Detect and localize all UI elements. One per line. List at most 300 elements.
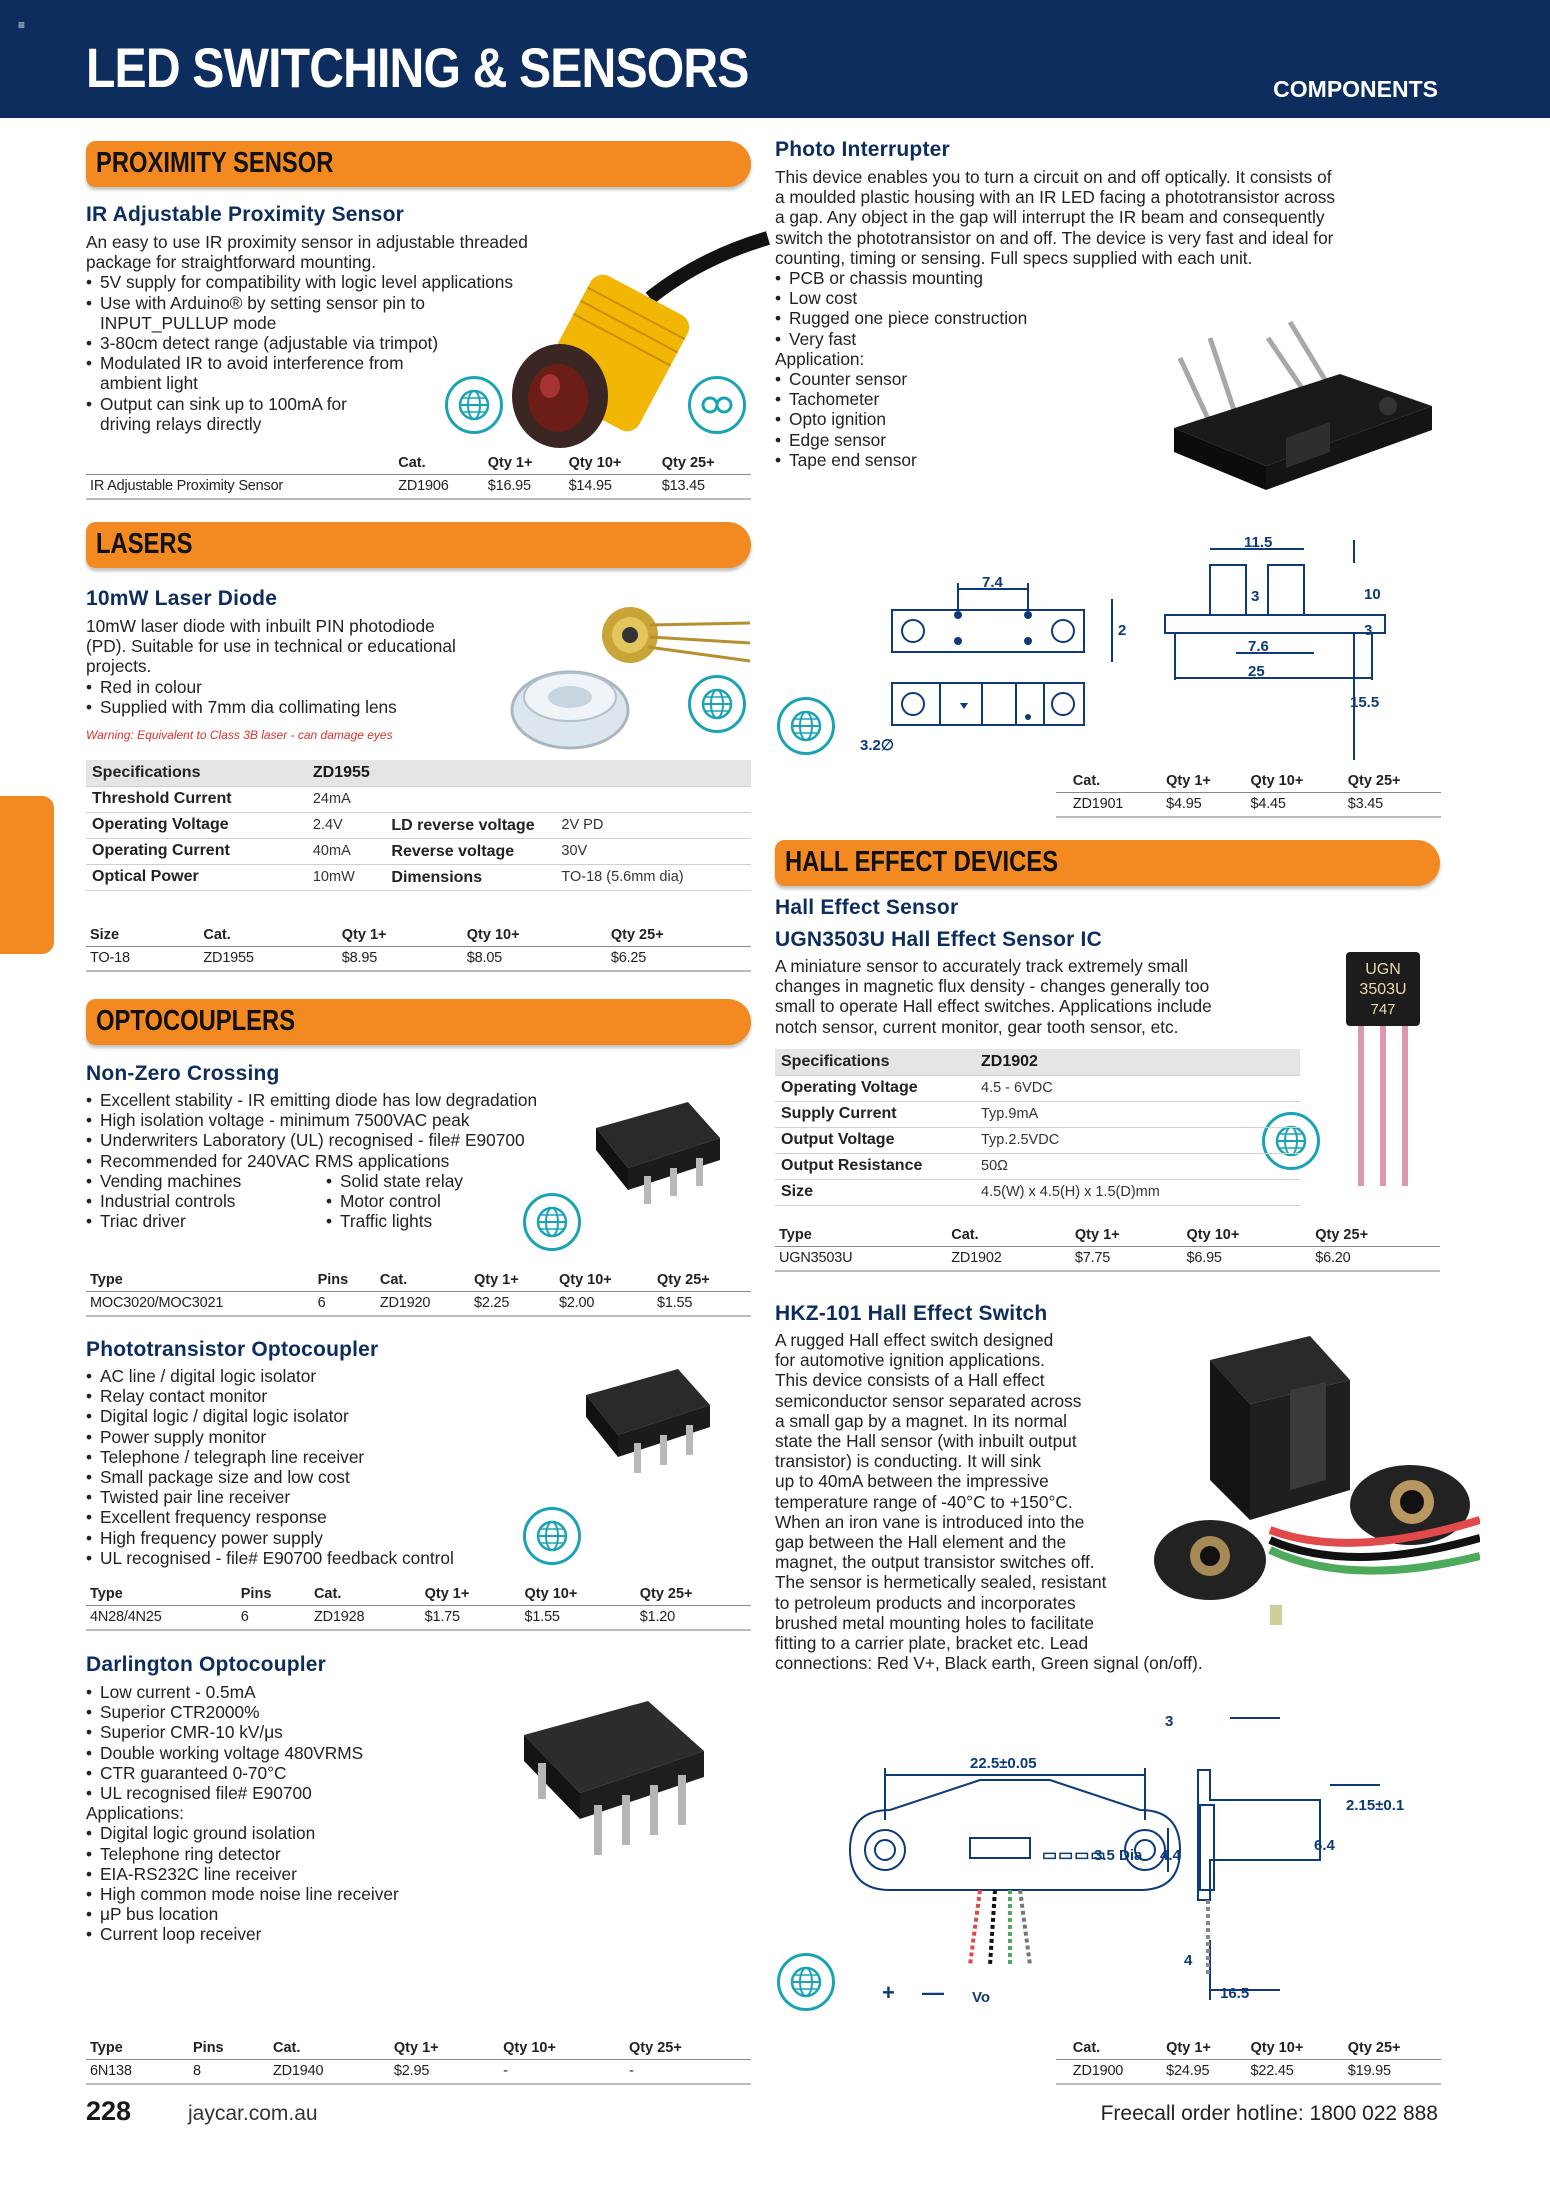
section-header-proximity: PROXIMITY SENSOR <box>86 141 751 187</box>
svg-text:10: 10 <box>1364 586 1381 603</box>
arduino-icon <box>688 376 746 434</box>
table-cell: 6 <box>314 1291 376 1316</box>
hall-subtitle: Hall Effect Sensor <box>775 896 959 919</box>
table-cell: $1.20 <box>636 1605 751 1630</box>
spec-label: Supply Current <box>775 1101 975 1127</box>
table-row <box>775 1246 1440 1271</box>
spec-label: Specifications <box>86 760 307 786</box>
bullet-list <box>86 677 456 717</box>
svg-text:3: 3 <box>1364 622 1373 639</box>
table-cell: 6N138 <box>86 2059 189 2084</box>
table-cell: - <box>625 2059 751 2084</box>
bullet-item: • UL recognised file# E90700 <box>86 1783 399 1803</box>
spec-row <box>775 1179 1300 1205</box>
text-line: switch the phototransistor on and off. The device is very fast and ideal for <box>775 227 1334 248</box>
text-line: An easy to use IR proximity sensor in adjustable threaded <box>86 232 528 252</box>
table-cell: $19.95 <box>1344 2059 1441 2084</box>
table-cell: 4N28/4N25 <box>86 1605 237 1630</box>
table-row <box>86 2059 751 2084</box>
spec-value: Typ.2.5VDC <box>975 1127 1300 1153</box>
hall-switch-image <box>1150 1320 1480 1630</box>
bullet-list <box>86 1682 399 1803</box>
text-line: gap between the Hall element and the <box>775 1532 1067 1553</box>
bullet-item: • Small package size and low cost <box>86 1467 454 1487</box>
optocoupler-chip-image <box>588 1098 728 1213</box>
bullet-item: • Counter sensor <box>775 369 1335 389</box>
column-header: Qty 10+ <box>1250 772 1304 789</box>
spec-value: 4.5(W) x 4.5(H) x 1.5(D)mm <box>975 1179 1300 1205</box>
svg-text:11.5: 11.5 <box>1244 535 1273 551</box>
bullet-item: • Relay contact monitor <box>86 1386 454 1406</box>
table-row <box>1056 792 1441 817</box>
table-cell: $6.25 <box>607 946 751 971</box>
column-header: Cat. <box>398 454 426 471</box>
bullet-item: • Tachometer <box>775 389 1335 409</box>
column-header: Type <box>779 1226 812 1243</box>
price-table-nonzero <box>86 1269 751 1317</box>
column-header: Qty 25+ <box>629 2039 682 2056</box>
column-header: Type <box>90 1271 123 1288</box>
svg-text:15.5: 15.5 <box>1350 694 1380 711</box>
spec-value: ZD1902 <box>975 1049 1300 1075</box>
table-cell: $4.45 <box>1246 792 1343 817</box>
svg-text:4.4: 4.4 <box>1160 1847 1181 1864</box>
text-line: notch sensor, current monitor, gear tooth sensor, etc. <box>775 1016 1179 1037</box>
text-line: projects. <box>86 656 152 677</box>
bullet-item: • Tape end sensor <box>775 450 1335 470</box>
table-row <box>86 1605 751 1630</box>
text-line: connections: Red V+, Black earth, Green signal (on/off). <box>775 1653 1203 1674</box>
column-header <box>1056 770 1069 792</box>
product-desc-hkz101 <box>775 1330 1203 1673</box>
table-cell: ZD1900 <box>1069 2059 1162 2084</box>
bullet-item: • Superior CTR2000% <box>86 1702 399 1722</box>
bullet-item: • 3-80cm detect range (adjustable via trimpot) <box>86 333 528 353</box>
applications-label: Applications: <box>86 1803 184 1824</box>
section-header-hall-effect: HALL EFFECT DEVICES <box>775 840 1440 886</box>
svg-text:3: 3 <box>1165 1713 1174 1730</box>
bullet-item: • Red in colour <box>86 677 456 697</box>
table-cell: $6.20 <box>1311 1246 1440 1271</box>
bullet-item: • High isolation voltage - minimum 7500VAC peak <box>86 1110 537 1130</box>
column-header <box>86 452 394 474</box>
table-cell: $2.25 <box>470 1291 555 1316</box>
svg-text:22.5±0.05: 22.5±0.05 <box>970 1755 1037 1772</box>
column-header: Qty 1+ <box>487 454 533 471</box>
spec-label: Reverse voltage <box>385 838 555 864</box>
table-cell: 6 <box>237 1605 310 1630</box>
hall-switch-dimension-diagram <box>820 1710 1420 2010</box>
table-cell: - <box>499 2059 625 2084</box>
table-cell: MOC3020/MOC3021 <box>86 1291 314 1316</box>
bullet-item: • Twisted pair line receiver <box>86 1487 454 1507</box>
product-title-hkz101: HKZ-101 Hall Effect Switch <box>775 1302 1048 1325</box>
nonzero-applications-2 <box>326 1171 463 1232</box>
bullet-item: • Excellent stability - IR emitting diode has low degradation <box>86 1090 537 1110</box>
bullet-item: • Motor control <box>326 1191 463 1211</box>
text-line: a gap. Any object in the gap will interrupt the IR beam and consequently <box>775 207 1325 228</box>
product-title-ugn3503u: UGN3503U Hall Effect Sensor IC <box>775 928 1102 951</box>
spec-label: Size <box>775 1179 975 1205</box>
darlington-chip-image <box>518 1693 708 1868</box>
bullet-list <box>86 1171 241 1232</box>
bullet-item: • Rugged one piece construction <box>775 308 1335 328</box>
bullet-item: • Use with Arduino® by setting sensor pin to <box>86 293 528 313</box>
spec-label: Dimensions <box>385 864 555 890</box>
bullet-item: • Supplied with 7mm dia collimating lens <box>86 697 456 717</box>
column-header: Qty 10+ <box>568 454 622 471</box>
column-header: Qty 25+ <box>610 926 664 943</box>
bullet-item: • AC line / digital logic isolator <box>86 1366 454 1386</box>
spec-row <box>775 1075 1300 1101</box>
spec-value: 30V <box>555 838 751 864</box>
text-line: semiconductor sensor separated across <box>775 1390 1082 1411</box>
bullet-item: • High frequency power supply <box>86 1528 454 1548</box>
bullet-list <box>326 1171 463 1232</box>
bullet-item: ambient light <box>100 373 198 394</box>
svg-text:25: 25 <box>1248 663 1265 680</box>
side-tab <box>0 796 54 954</box>
bullet-item: • Edge sensor <box>775 430 1335 450</box>
table-cell <box>1056 792 1069 817</box>
column-header: Qty 1+ <box>1074 1226 1120 1243</box>
bullet-item: • UL recognised - file# E90700 feedback control <box>86 1548 454 1568</box>
spec-label: LD reverse voltage <box>385 812 555 838</box>
spec-value: 10mW <box>307 864 386 890</box>
table-row <box>86 1291 751 1316</box>
text-line: brushed metal mounting holes to facilitate <box>775 1612 1094 1633</box>
svg-text:3.2∅: 3.2∅ <box>860 737 894 754</box>
product-desc-phototransistor <box>86 1366 454 1568</box>
price-table-hkz101 <box>1056 2037 1441 2085</box>
table-cell: $22.45 <box>1246 2059 1343 2084</box>
product-title-phototransistor: Phototransistor Optocoupler <box>86 1338 379 1361</box>
bullet-item: • Industrial controls <box>86 1191 241 1211</box>
spec-value: ZD1955 <box>307 760 751 786</box>
table-cell: $16.95 <box>484 474 565 499</box>
column-header: Cat. <box>1072 2039 1101 2056</box>
column-header: Qty 1+ <box>1166 2039 1211 2056</box>
table-cell: $14.95 <box>565 474 658 499</box>
text-line: up to 40mA between the impressive <box>775 1471 1049 1492</box>
section-header-optocouplers: OPTOCOUPLERS <box>86 999 751 1045</box>
bullet-item: • Underwriters Laboratory (UL) recognised - file# E90700 <box>86 1130 537 1150</box>
table-cell: ZD1902 <box>947 1246 1071 1271</box>
column-header: Cat. <box>313 1585 342 1602</box>
column-header: Qty 1+ <box>473 1271 519 1288</box>
spec-value <box>555 786 751 812</box>
text-line: fitting to a carrier plate, bracket etc. Lead <box>775 1633 1089 1654</box>
menu-icon[interactable]: ≡ <box>18 18 26 32</box>
column-header: Cat. <box>379 1271 408 1288</box>
column-header <box>1056 2037 1069 2059</box>
svg-text:16.5: 16.5 <box>1220 1985 1250 2002</box>
column-header: Pins <box>317 1271 349 1288</box>
table-cell <box>1056 2059 1069 2084</box>
column-header: Qty 1+ <box>341 926 387 943</box>
column-header: Qty 10+ <box>1250 2039 1304 2056</box>
optocoupler-chip-image <box>578 1365 718 1485</box>
section-label: COMPONENTS <box>1273 76 1438 102</box>
text-line: A rugged Hall effect switch designed <box>775 1330 1054 1350</box>
bullet-list <box>86 1366 454 1568</box>
column-header: Qty 10+ <box>466 926 520 943</box>
price-table-phototransistor <box>86 1583 751 1631</box>
table-cell: $13.45 <box>658 474 751 499</box>
column-header: Qty 10+ <box>503 2039 556 2056</box>
proximity-sensor-image <box>500 228 770 468</box>
photo-interrupter-image <box>1170 318 1440 508</box>
globe-icon[interactable] <box>523 1507 581 1565</box>
table-cell: $7.75 <box>1071 1246 1183 1271</box>
spec-label: Threshold Current <box>86 786 307 812</box>
spec-label: Operating Current <box>86 838 307 864</box>
bullet-list <box>86 1090 537 1171</box>
spec-label: Operating Voltage <box>86 812 307 838</box>
svg-text:+: + <box>882 1980 895 2005</box>
text-line: This device consists of a Hall effect <box>775 1370 1045 1391</box>
spec-value: 50Ω <box>975 1153 1300 1179</box>
price-table-interrupter <box>1056 770 1441 818</box>
spec-row <box>86 812 751 838</box>
column-header: Cat. <box>272 2039 301 2056</box>
bullet-item: driving relays directly <box>100 413 262 434</box>
table-cell: IR Adjustable Proximity Sensor <box>86 474 394 499</box>
table-cell: $8.95 <box>338 946 463 971</box>
table-row <box>86 474 751 499</box>
svg-text:UGN: UGN <box>1365 961 1401 978</box>
column-header: Qty 1+ <box>393 2039 439 2056</box>
spec-row <box>775 1101 1300 1127</box>
page-header <box>0 0 1550 118</box>
column-header: Pins <box>193 2039 224 2056</box>
table-cell: $1.55 <box>521 1605 636 1630</box>
spec-label: Operating Voltage <box>775 1075 975 1101</box>
bullet-item: • 5V supply for compatibility with logic level applications <box>86 272 528 292</box>
text-line: a small gap by a magnet. In its normal <box>775 1410 1068 1431</box>
page-number: 228 <box>86 2096 132 2126</box>
order-hotline: Freecall order hotline: 1800 022 888 <box>1100 2102 1438 2125</box>
svg-text:4: 4 <box>1184 1952 1193 1969</box>
bullet-item: • Telephone / telegraph line receiver <box>86 1447 454 1467</box>
text-line: for automotive ignition applications. <box>775 1350 1045 1371</box>
bullet-item: • Traffic lights <box>326 1211 463 1231</box>
svg-text:7.4: 7.4 <box>982 574 1003 591</box>
section-header-lasers: LASERS <box>86 522 751 568</box>
bullet-item: • Opto ignition <box>775 409 1335 429</box>
price-table-proximity <box>86 452 751 500</box>
product-title-darlington: Darlington Optocoupler <box>86 1653 327 1676</box>
globe-icon[interactable] <box>445 376 503 434</box>
bullet-item: • Power supply monitor <box>86 1427 454 1447</box>
spec-value: 40mA <box>307 838 386 864</box>
bullet-item: INPUT_PULLUP mode <box>100 312 277 333</box>
spec-label: Output Resistance <box>775 1153 975 1179</box>
bullet-item: • Digital logic ground isolation <box>86 1823 399 1843</box>
bullet-item: • Digital logic / digital logic isolator <box>86 1406 454 1426</box>
spec-table-ugn3503u <box>775 1049 1300 1206</box>
column-header: Type <box>90 2039 123 2056</box>
column-header: Qty 10+ <box>558 1271 612 1288</box>
text-line: counting, timing or sensing. Full specs supplied with each unit. <box>775 247 1253 268</box>
product-desc-ugn3503u <box>775 956 1212 1037</box>
page-title: LED SWITCHING & SENSORS <box>86 36 749 99</box>
nonzero-applications-1 <box>86 1171 241 1232</box>
table-cell: ZD1928 <box>310 1605 421 1630</box>
table-cell: UGN3503U <box>775 1246 947 1271</box>
table-cell: $2.00 <box>555 1291 653 1316</box>
table-row <box>86 946 751 971</box>
column-header: Cat. <box>951 1226 979 1243</box>
column-header: Qty 25+ <box>656 1271 710 1288</box>
bullet-item: • Low current - 0.5mA <box>86 1682 399 1702</box>
column-header: Qty 25+ <box>1315 1226 1369 1243</box>
table-cell: ZD1906 <box>394 474 484 499</box>
bullet-item: • Current loop receiver <box>86 1924 399 1944</box>
bullet-item: • Double working voltage 480VRMS <box>86 1743 399 1763</box>
price-table-darlington <box>86 2037 751 2085</box>
table-cell: $3.45 <box>1344 792 1441 817</box>
bullet-item: • Solid state relay <box>326 1171 463 1191</box>
table-cell: $1.55 <box>653 1291 751 1316</box>
text-line: state the Hall sensor (with inbuilt output <box>775 1431 1077 1452</box>
text-line: transistor) is conducting. It will sink <box>775 1451 1042 1472</box>
text-line: changes in magnetic flux density - changes generally too <box>775 976 1210 997</box>
table-cell: ZD1955 <box>199 946 337 971</box>
spec-table-laser <box>86 760 751 891</box>
svg-text:3503U: 3503U <box>1359 981 1407 998</box>
website-link[interactable]: jaycar.com.au <box>188 2102 318 2125</box>
spec-label: Specifications <box>775 1049 975 1075</box>
bullet-list <box>86 1823 399 1944</box>
product-title-proximity: IR Adjustable Proximity Sensor <box>86 203 404 226</box>
spec-row <box>86 864 751 890</box>
spec-label: Optical Power <box>86 864 307 890</box>
text-line: 10mW laser diode with inbuilt PIN photodiode <box>86 616 435 636</box>
table-cell: $6.95 <box>1183 1246 1312 1271</box>
price-table-ugn3503u <box>775 1224 1440 1272</box>
spec-row <box>86 838 751 864</box>
laser-warning: Warning: Equivalent to Class 3B laser - can damage eyes <box>86 728 393 742</box>
text-line: temperature range of -40°C to +150°C. <box>775 1491 1073 1512</box>
price-table-laser <box>86 924 751 972</box>
product-title-laser: 10mW Laser Diode <box>86 587 278 610</box>
text-line: package for straightforward mounting. <box>86 252 377 273</box>
text-line: The sensor is hermetically sealed, resistant <box>775 1572 1107 1593</box>
applications-label: Application: <box>775 348 865 369</box>
product-desc-laser <box>86 616 456 717</box>
bullet-item: • μP bus location <box>86 1904 399 1924</box>
table-cell: $8.05 <box>463 946 607 971</box>
svg-text:6.4: 6.4 <box>1314 1837 1335 1854</box>
table-cell: ZD1901 <box>1069 792 1162 817</box>
spec-value: 2V PD <box>555 812 751 838</box>
bullet-item: • Modulated IR to avoid interference from <box>86 353 528 373</box>
bullet-item: • Output can sink up to 100mA for <box>86 394 528 414</box>
bullet-item: • Vending machines <box>86 1171 241 1191</box>
table-row <box>1056 2059 1441 2084</box>
svg-text:747: 747 <box>1370 1001 1396 1018</box>
spec-value: 4.5 - 6VDC <box>975 1075 1300 1101</box>
table-cell: $24.95 <box>1162 2059 1246 2084</box>
text-line: small to operate Hall effect switches. Applications include <box>775 996 1212 1017</box>
spec-label: Output Voltage <box>775 1127 975 1153</box>
text-line: magnet, the output transistor switches off. <box>775 1552 1095 1573</box>
bullet-item: • Triac driver <box>86 1211 241 1231</box>
bullet-item: • Recommended for 240VAC RMS applications <box>86 1151 537 1171</box>
product-desc-nonzero <box>86 1090 537 1171</box>
bullet-item: • Excellent frequency response <box>86 1507 454 1527</box>
column-header: Cat. <box>203 926 231 943</box>
svg-text:7.6: 7.6 <box>1248 638 1269 655</box>
spec-value: TO-18 (5.6mm dia) <box>555 864 751 890</box>
spec-row <box>775 1127 1300 1153</box>
column-header: Qty 1+ <box>424 1585 470 1602</box>
globe-icon[interactable] <box>777 1953 835 2011</box>
column-header: Pins <box>240 1585 272 1602</box>
product-desc-darlington <box>86 1682 399 1945</box>
column-header: Qty 25+ <box>661 454 715 471</box>
text-line: to petroleum products and incorporates <box>775 1592 1076 1613</box>
table-cell: ZD1940 <box>269 2059 390 2084</box>
spec-label <box>385 786 555 812</box>
bullet-item: • Telephone ring detector <box>86 1844 399 1864</box>
table-cell: $1.75 <box>421 1605 521 1630</box>
column-header: Qty 25+ <box>639 1585 693 1602</box>
svg-text:—: — <box>922 1980 944 2005</box>
spec-value: Typ.9mA <box>975 1101 1300 1127</box>
bullet-item: • CTR guaranteed 0-70°C <box>86 1763 399 1783</box>
column-header: Qty 25+ <box>1347 772 1401 789</box>
product-title-nonzero: Non-Zero Crossing <box>86 1062 280 1085</box>
column-header: Qty 25+ <box>1347 2039 1401 2056</box>
column-header: Qty 10+ <box>1186 1226 1240 1243</box>
table-cell: $4.95 <box>1162 792 1246 817</box>
column-header: Type <box>90 1585 123 1602</box>
table-cell: $2.95 <box>390 2059 499 2084</box>
svg-text:Vo: Vo <box>972 1989 991 2006</box>
column-header: Qty 1+ <box>1166 772 1211 789</box>
spec-header-row <box>775 1049 1300 1075</box>
text-line: When an iron vane is introduced into the <box>775 1511 1085 1532</box>
globe-icon[interactable] <box>523 1193 581 1251</box>
text-line: a moulded plastic housing with an IR LED facing a phototransistor across <box>775 187 1336 208</box>
table-cell: TO-18 <box>86 946 199 971</box>
text-line: (PD). Suitable for use in technical or educational <box>86 636 456 657</box>
text-line: A miniature sensor to accurately track extremely small <box>775 956 1188 976</box>
globe-icon[interactable] <box>688 675 746 733</box>
table-cell: ZD1920 <box>376 1291 470 1316</box>
bullet-item: • Very fast <box>775 329 1335 349</box>
bullet-item: • Low cost <box>775 288 1335 308</box>
globe-icon[interactable] <box>777 697 835 755</box>
column-header: Size <box>90 926 120 943</box>
hall-sensor-image <box>1338 950 1428 1190</box>
column-header: Cat. <box>1072 772 1101 789</box>
spec-value: 24mA <box>307 786 386 812</box>
column-header: Qty 10+ <box>524 1585 578 1602</box>
table-cell: 8 <box>189 2059 269 2084</box>
svg-text:▭▭▭▭: ▭▭▭▭ <box>1042 1847 1107 1864</box>
spec-row <box>775 1153 1300 1179</box>
text-line: This device enables you to turn a circuit on and off optically. It consists of <box>775 167 1332 187</box>
svg-text:2.15±0.1: 2.15±0.1 <box>1346 1797 1405 1814</box>
bullet-item: • Superior CMR-10 kV/μs <box>86 1722 399 1742</box>
spec-value: 2.4V <box>307 812 386 838</box>
bullet-item: • EIA-RS232C line receiver <box>86 1864 399 1884</box>
product-title-interrupter: Photo Interrupter <box>775 138 950 161</box>
spec-header-row <box>86 760 751 786</box>
